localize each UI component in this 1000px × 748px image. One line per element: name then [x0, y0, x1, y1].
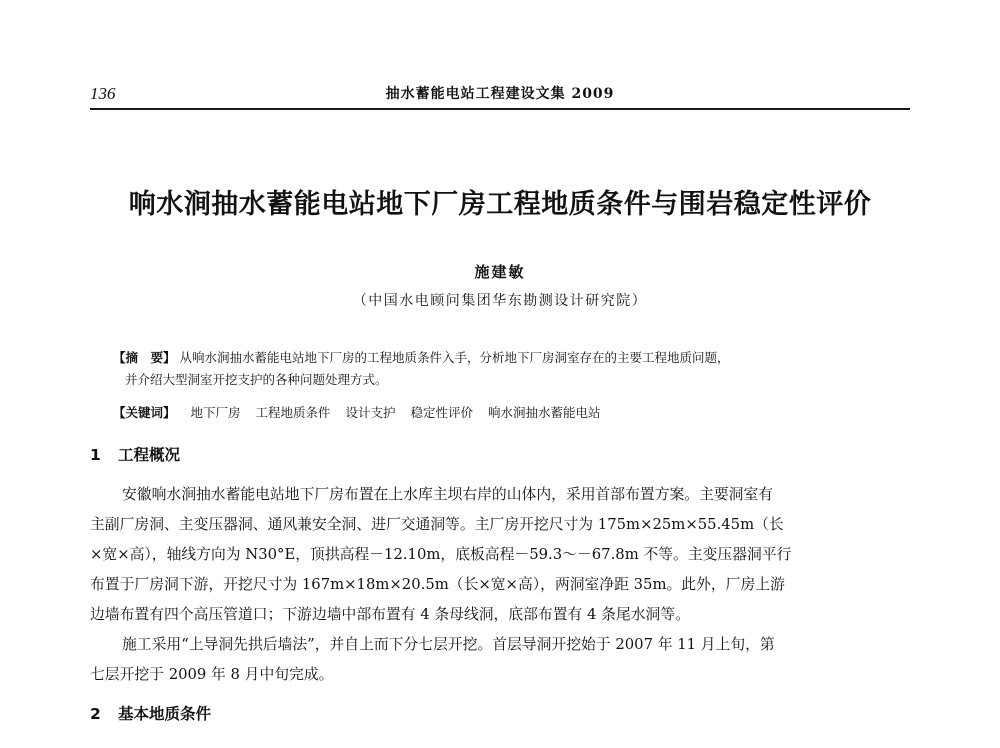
keyword: 设计支护 — [345, 405, 396, 420]
keyword: 工程地质条件 — [255, 405, 331, 420]
paragraph-line: 布置于厂房洞下游，开挖尺寸为 167m×18m×20.5m（长×宽×高），两洞室净距 35m。此外，厂房上游 — [90, 576, 785, 593]
abstract-tag: 【摘 要】 — [113, 350, 176, 365]
keyword: 稳定性评价 — [410, 405, 474, 420]
keywords — [113, 402, 913, 424]
section-title: 工程概况 — [118, 446, 181, 464]
abstract-text-1: 从响水涧抽水蓄能电站地下厂房的工程地质条件入手，分析地下厂房洞室存在的主要工程地质问题， — [179, 350, 730, 365]
body-paragraph-2 — [90, 630, 912, 690]
body-paragraph-1 — [90, 480, 912, 630]
journal-name: 抽水蓄能电站工程建设文集 2009 — [385, 86, 615, 102]
keyword: 地下厂房 — [190, 405, 241, 420]
paragraph-line: 主副厂房洞、主变压器洞、通风兼安全洞、进厂交通洞等。主厂房开挖尺寸为 175m×25m×55.45m（长 — [90, 516, 784, 533]
abstract-line-2: 并介绍大型洞室开挖支护的各种问题处理方式。 — [125, 372, 388, 387]
author-affiliation: （中国水电顾问集团华东勘测设计研究院） — [352, 293, 648, 309]
article-title: 响水涧抽水蓄能电站地下厂房工程地质条件与围岩稳定性评价 — [128, 189, 872, 220]
keywords-tag: 【关键词】 — [113, 405, 176, 420]
paragraph-line: 施工采用“上导洞先拱后墙法”，并自上而下分七层开挖。首层导洞开挖始于 2007 年 11 月上旬，第 — [122, 636, 775, 653]
running-header — [90, 82, 910, 110]
abstract — [113, 347, 913, 391]
paragraph-line: 边墙布置有四个高压管道口；下游边墙中部布置有 4 条母线洞，底部布置有 4 条尾水洞等。 — [90, 606, 690, 623]
section-number: 2 — [90, 705, 101, 723]
section-number: 1 — [90, 446, 101, 464]
page-number: 136 — [90, 84, 116, 103]
section-heading-1 — [90, 443, 180, 467]
keyword: 响水涧抽水蓄能电站 — [488, 405, 601, 420]
paragraph-line: ×宽×高），轴线方向为 N30°E，顶拱高程－12.10m，底板高程－59.3～－67.8m 不等。主变压器洞平行 — [90, 546, 792, 563]
paragraph-line: 七层开挖于 2009 年 8 月中旬完成。 — [90, 666, 334, 683]
section-title: 基本地质条件 — [118, 705, 212, 723]
author-name: 施建敏 — [474, 263, 526, 281]
abstract-line-1 — [113, 347, 913, 369]
section-heading-2 — [90, 702, 211, 726]
paragraph-line: 安徽响水涧抽水蓄能电站地下厂房布置在上水库主坝右岸的山体内，采用首部布置方案。主要洞室有 — [122, 486, 774, 503]
